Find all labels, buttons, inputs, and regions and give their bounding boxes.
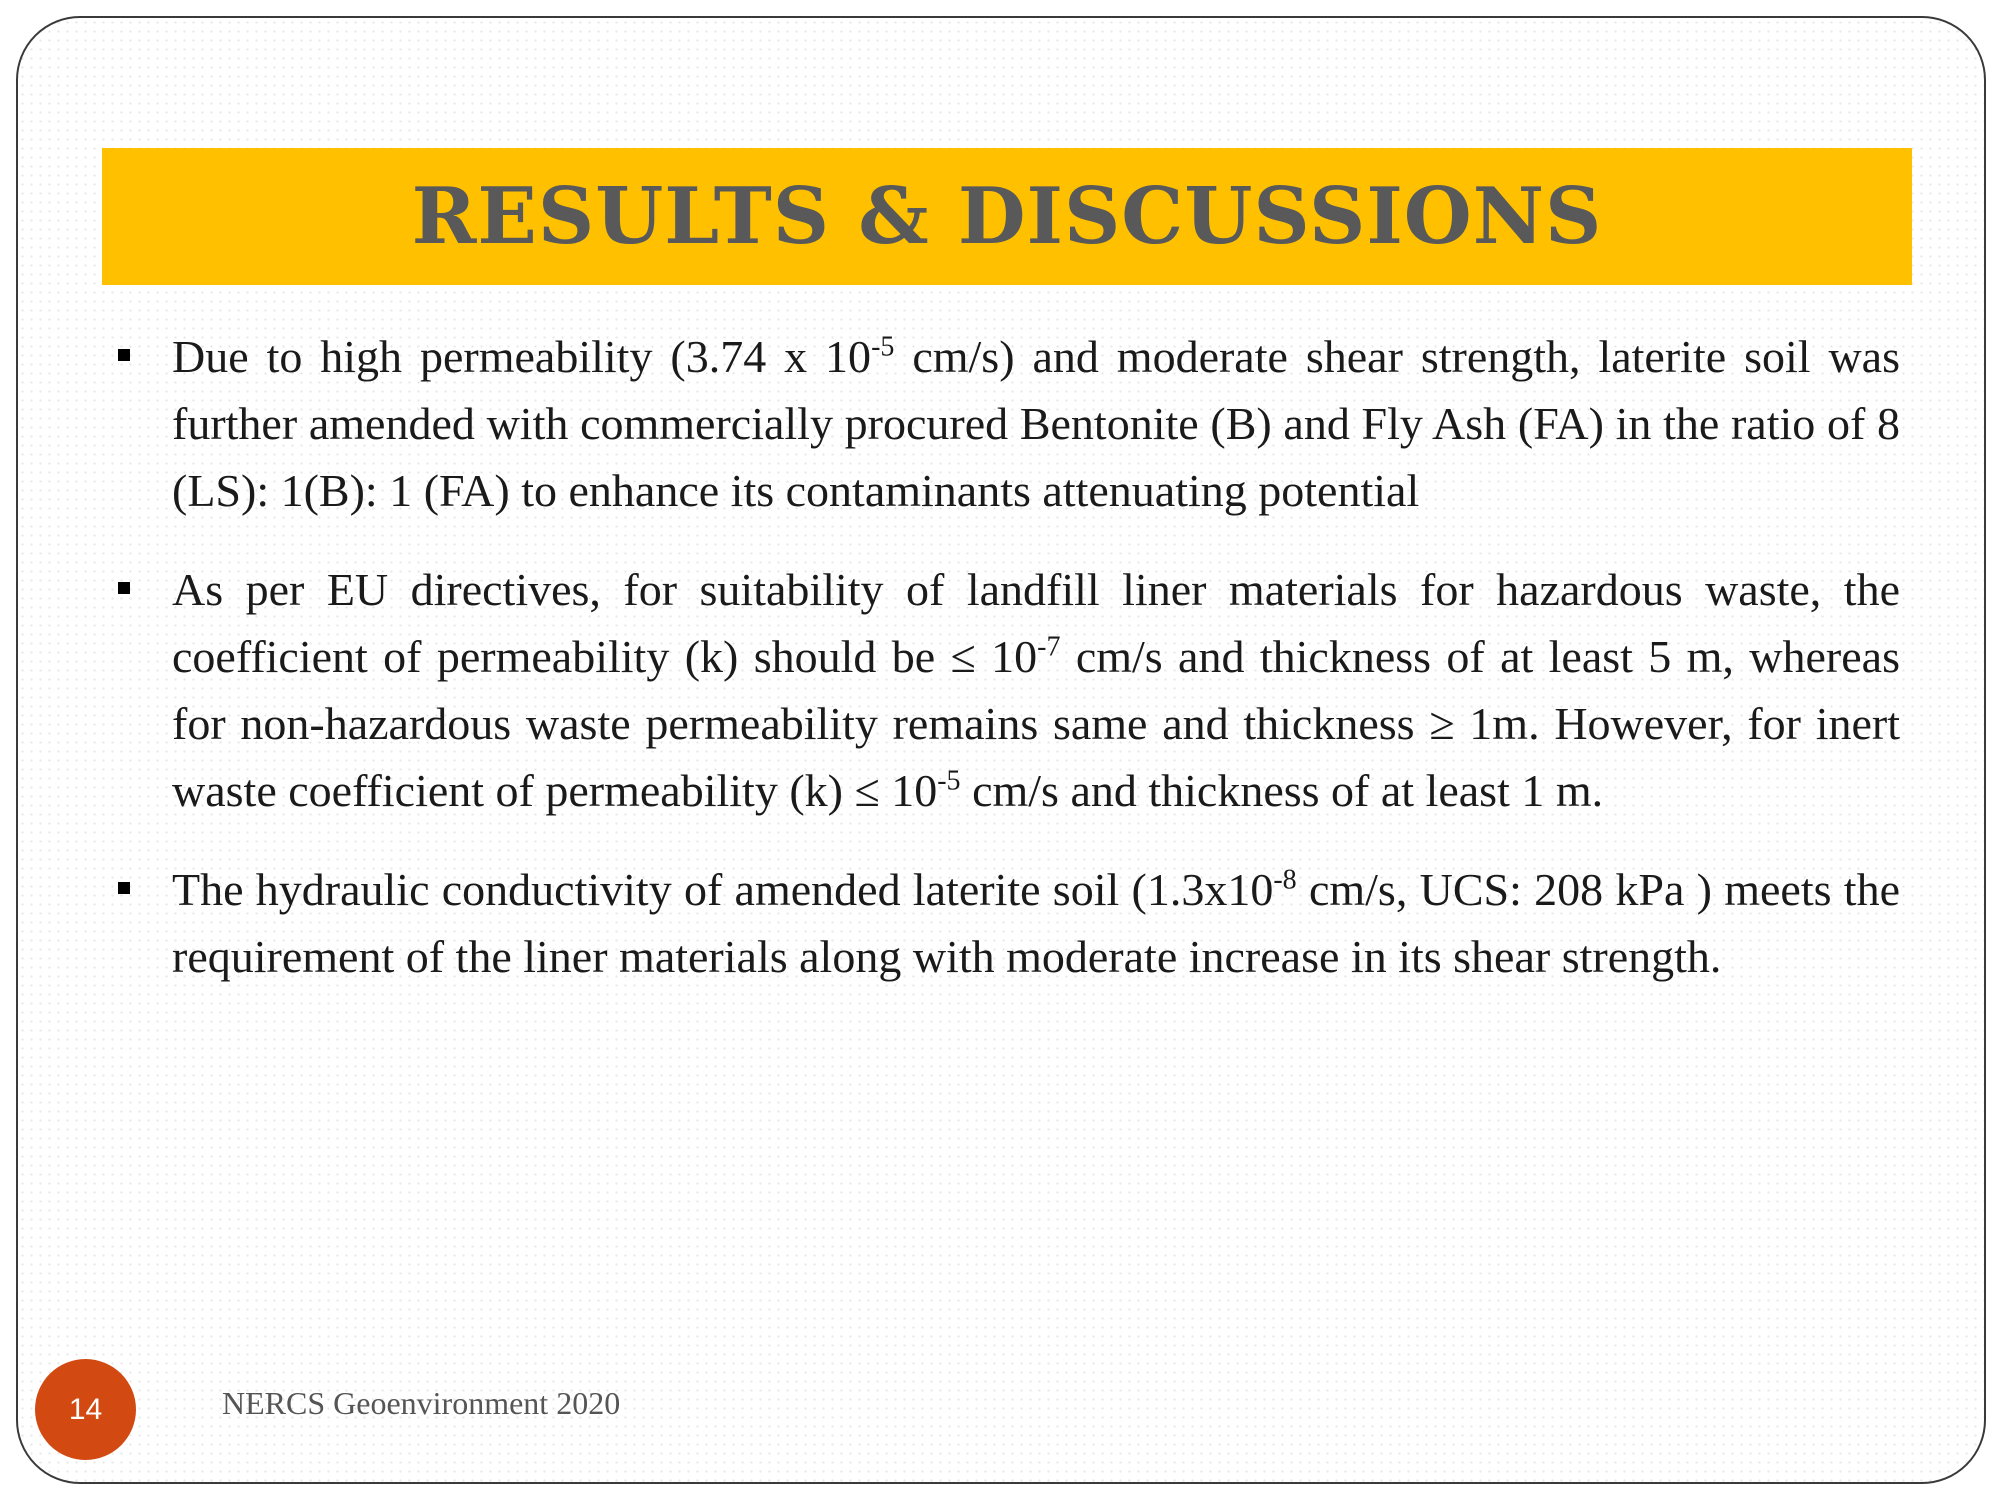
- text-run: cm/s) and moderate shear strength, laterite soil was further amended with commercially procured Bentonite (B) and Fly Ash (FA) in the ratio of 8 (LS): 1(B): 1 (FA) to enhance its contaminants attenuating potential: [172, 331, 1900, 516]
- superscript: -5: [871, 331, 895, 363]
- page-number: 14: [68, 1392, 103, 1426]
- text-run: cm/s, UCS: 208 kPa ) meets the requirement of the liner materials along with moderate increase in its shear strength.: [172, 864, 1900, 982]
- bullet-item: [110, 856, 1900, 990]
- superscript: -7: [1037, 631, 1061, 663]
- bullet-text: [172, 323, 1900, 524]
- square-bullet-icon: [118, 882, 130, 894]
- slide: [16, 16, 1986, 1484]
- page-number-badge: [35, 1359, 136, 1460]
- bullet-text: [172, 556, 1900, 824]
- text-run: Due to high permeability (3.74 x 10: [172, 331, 872, 382]
- bullet-item: [110, 556, 1900, 824]
- superscript: -8: [1273, 864, 1297, 896]
- text-run: The hydraulic conductivity of amended laterite soil (1.3x10: [172, 864, 1274, 915]
- superscript: -5: [937, 765, 961, 797]
- bullet-text: [172, 856, 1900, 990]
- bullet-list: [110, 323, 1900, 1022]
- square-bullet-icon: [118, 349, 130, 361]
- text-run: cm/s and thickness of at least 5 m, whereas for non-hazardous waste permeability remains same and thickness ≥ 1m. However, for inert waste coefficient of permeability (k) ≤ 10: [172, 631, 1900, 816]
- title-banner: [102, 148, 1912, 285]
- square-bullet-icon: [118, 582, 130, 594]
- text-run: As per EU directives, for suitability of landfill liner materials for hazardous waste, the coefficient of permeability (k) should be ≤ 10: [172, 564, 1900, 682]
- footer-conference-name: NERCS Geoenvironment 2020: [222, 1385, 621, 1421]
- slide-title: RESULTS & DISCUSSIONS: [411, 171, 1603, 262]
- text-run: cm/s and thickness of at least 1 m.: [960, 765, 1604, 816]
- bullet-item: [110, 323, 1900, 524]
